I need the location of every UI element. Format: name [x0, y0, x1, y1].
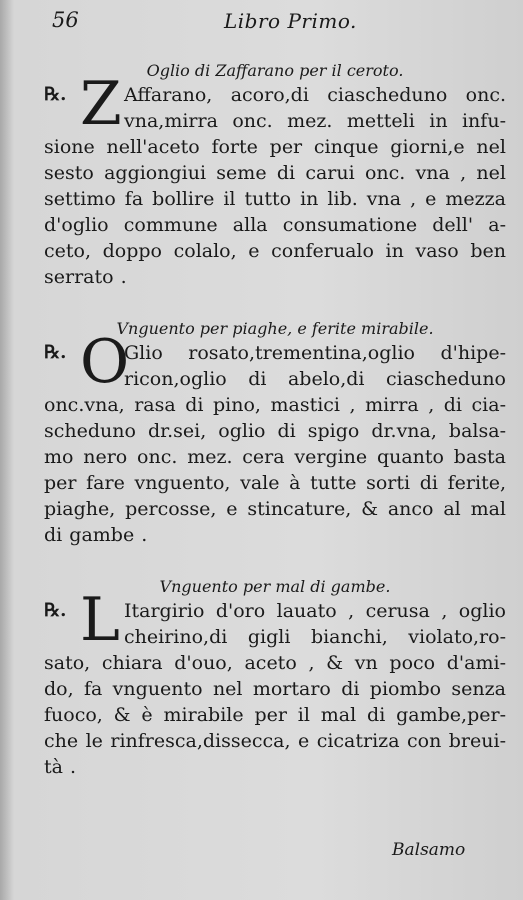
- text-line: scheduno dr.sei, oglio di spigo dr.vna, balsa-: [44, 420, 506, 442]
- section-heading: Oglio di Zaffarano per il ceroto.: [146, 61, 404, 80]
- recipe-section-1: [44, 60, 506, 290]
- text-line: piaghe, percosse, e stincature, & anco al mal: [44, 498, 506, 520]
- text-line: sato, chiara d'ouo, aceto , & vn poco d'ami-: [44, 652, 506, 674]
- text-line: serrato .: [44, 266, 127, 288]
- text-line: do, fa vnguento nel mortaro di piombo senza: [44, 678, 506, 700]
- text-line: di gambe .: [44, 524, 148, 546]
- drop-cap: Z: [80, 69, 122, 139]
- text-line: ricon,oglio di abelo,di ciascheduno: [124, 368, 506, 390]
- text-line: per fare vnguento, vale à tutte sorti di ferite,: [44, 472, 506, 494]
- page-header: [0, 8, 523, 38]
- text-line: sesto aggiongiui seme di carui onc. vna , nel: [44, 162, 506, 184]
- text-line: sione nell'aceto forte per cinque giorni,e nel: [44, 136, 506, 158]
- running-title: Libro Primo.: [224, 9, 357, 33]
- drop-cap: L: [80, 585, 120, 655]
- text-line: vna,mirra onc. mez. metteli in infu-: [124, 110, 506, 132]
- rx-mark: ℞.: [44, 342, 67, 363]
- text-line: settimo fa bollire il tutto in lib. vna , e mezza: [44, 188, 506, 210]
- text-line: mo nero onc. mez. cera vergine quanto basta: [44, 446, 506, 468]
- text-line: cheirino,di gigli bianchi, violato,ro-: [124, 626, 506, 648]
- text-line: Glio rosato,trementina,oglio d'hipe-: [124, 342, 506, 364]
- text-line: onc.vna, rasa di pino, mastici , mirra , di cia-: [44, 394, 506, 416]
- text-line: che le rinfresca,dissecca, e cicatriza con breui-: [44, 730, 506, 752]
- recipe-section-2: [44, 318, 506, 548]
- rx-mark: ℞.: [44, 600, 67, 621]
- text-line: Affarano, acoro,di ciascheduno onc.: [124, 84, 506, 106]
- text-line: d'oglio commune alla consumatione dell' a-: [44, 214, 506, 236]
- section-heading: Vnguento per piaghe, e ferite mirabile.: [116, 319, 434, 338]
- text-line: fuoco, & è mirabile per il mal di gambe,per-: [44, 704, 506, 726]
- text-line: Itargirio d'oro lauato , cerusa , oglio: [124, 600, 506, 622]
- catchword: Balsamo: [392, 840, 466, 860]
- text-line: tà .: [44, 756, 77, 778]
- text-line: ceto, doppo colalo, e conferualo in vaso ben: [44, 240, 506, 262]
- page-number: 56: [52, 8, 79, 32]
- rx-mark: ℞.: [44, 84, 67, 105]
- recipe-section-3: [44, 576, 506, 780]
- drop-cap: O: [80, 327, 130, 397]
- section-heading: Vnguento per mal di gambe.: [159, 577, 391, 596]
